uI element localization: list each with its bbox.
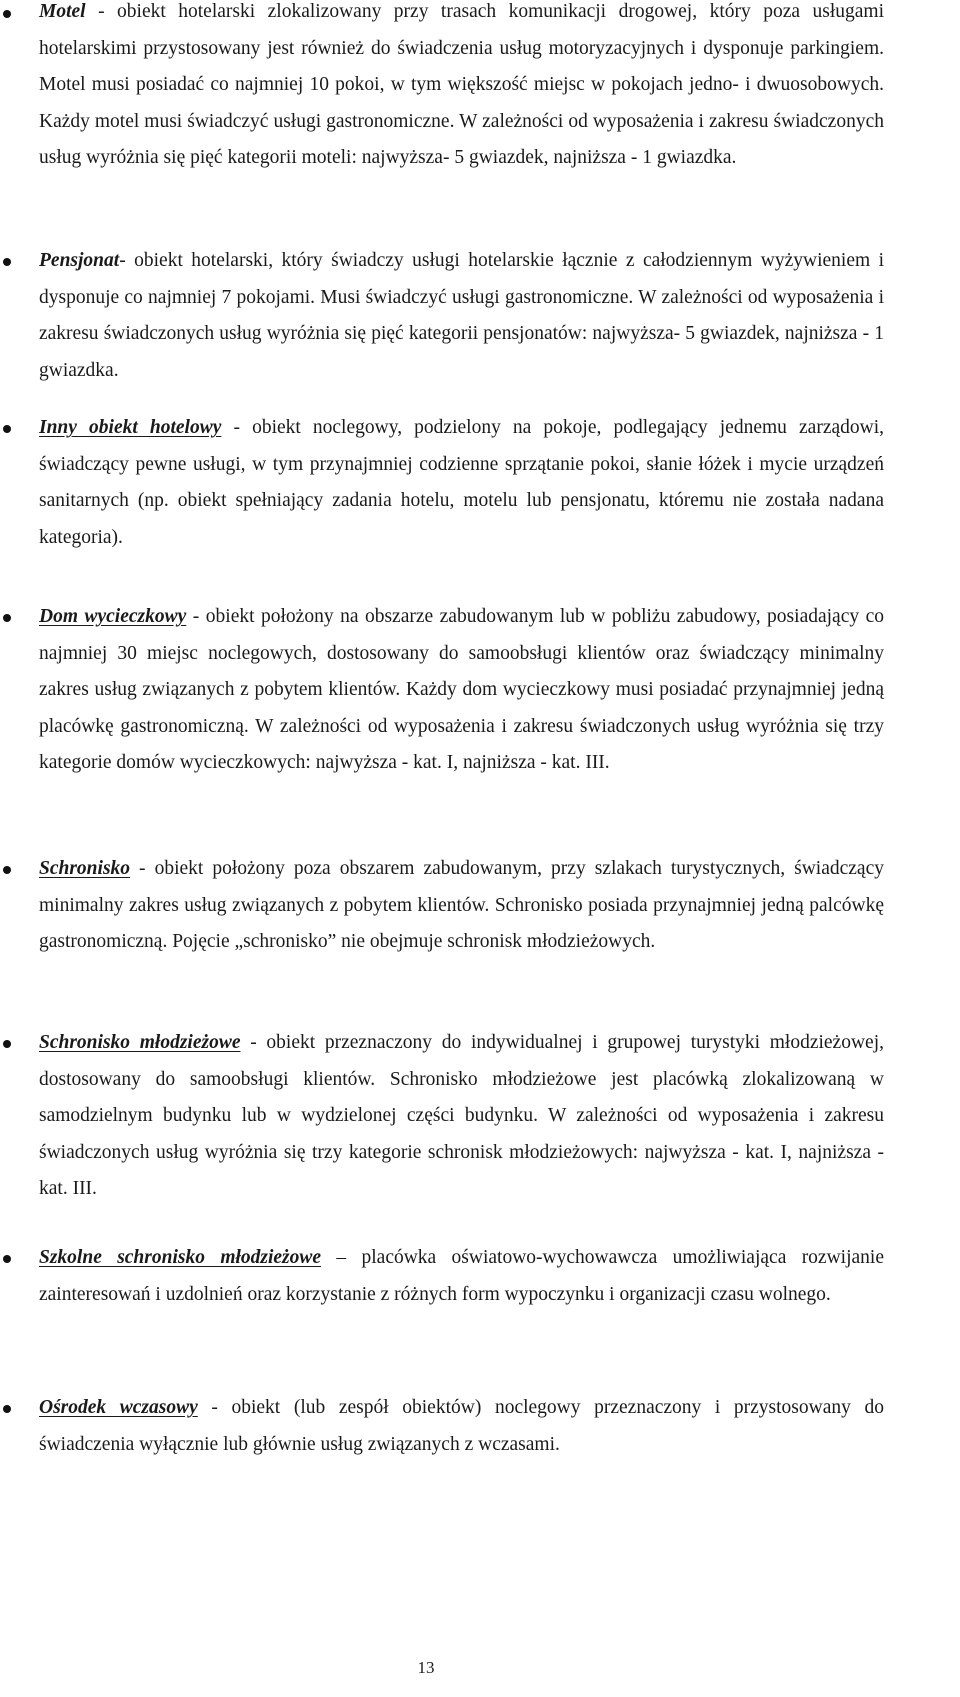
definition-text (39, 410, 884, 556)
definition-body: - obiekt położony poza obszarem zabudowanym, przy szlakach turystycznych, świadczący minimalny zakres usług związanych z pobytem klientów. Schronisko posiada przynajmniej jedną palcówkę gastronomiczną. Pojęcie „schronisko” nie obejmuje schronisk młodzieżowych. (39, 858, 884, 952)
bullet-icon (3, 1405, 11, 1413)
definition-text (39, 0, 884, 177)
definition-term: Pensjonat (39, 250, 120, 271)
definition-body: - obiekt hotelarski, który świadczy usługi hotelarskie łącznie z całodziennym wyżywieniem i dysponuje co najmniej 7 pokojami. Musi świadczyć usługi gastronomiczne. W zależności od wyposażenia i zakresu świadczonych usług wyróżnia się pięć kategorii pensjonatów: najwyższa- 5 gwiazdek, najniższa - 1 gwiazdka. (39, 250, 884, 381)
bullet-icon (3, 258, 11, 266)
definition-term: Dom wycieczkowy (39, 606, 187, 627)
definition-term: Motel (39, 1, 86, 22)
definition-body: - obiekt (lub zespół obiektów) noclegowy przeznaczony i przystosowany do świadczenia wyłącznie lub głównie usług związanych z wczasami. (39, 1397, 884, 1455)
definition-body: - obiekt hotelarski zlokalizowany przy trasach komunikacji drogowej, który poza usługami hotelarskimi przystosowany jest również do świadczenia usług motoryzacyjnych i dysponuje parkingiem. Motel musi posiadać co najmniej 10 pokoi, w tym większość miejsc w pokojach jedno- i dwuosobowych. Każdy motel musi świadczyć usługi gastronomiczne. W zależności od wyposażenia i zakresu świadczonych usług wyróżnia się pięć kategorii moteli: najwyższa- 5 gwiazdek, najniższa - 1 gwiazdka. (39, 1, 884, 168)
bullet-icon (3, 10, 11, 18)
definition-term: Inny obiekt hotelowy (39, 417, 222, 438)
bullet-icon (3, 1040, 11, 1048)
definition-body: - obiekt przeznaczony do indywidualnej i grupowej turystyki młodzieżowej, dostosowany do samoobsługi klientów. Schronisko młodzieżowe jest placówką zlokalizowaną w samodzielnym budynku lub w wydzielonej części budynku. W zależności od wyposażenia i zakresu świadczonych usług wyróżnia się trzy kategorie schronisk młodzieżowych: najwyższa - kat. I, najniższa - kat. III. (39, 1032, 884, 1199)
definition-text (39, 1240, 884, 1313)
definition-text (39, 243, 884, 389)
definition-term: Schronisko (39, 858, 131, 879)
definition-body: - obiekt położony na obszarze zabudowanym lub w pobliżu zabudowy, posiadający co najmniej 30 miejsc noclegowych, dostosowany do samoobsługi klientów oraz świadczący minimalny zakres usług związanych z pobytem klientów. Każdy dom wycieczkowy musi posiadać przynajmniej jedną placówkę gastronomiczną. W zależności od wyposażenia i zakresu świadczonych usług wyróżnia się trzy kategorie domów wycieczkowych: najwyższa - kat. I, najniższa - kat. III. (39, 606, 885, 773)
bullet-icon (3, 1255, 11, 1263)
definition-text (39, 851, 884, 961)
definition-body: – placówka oświatowo-wychowawcza umożliwiająca rozwijanie zainteresowań i uzdolnień oraz korzystanie z różnych form wypoczynku i organizacji czasu wolnego. (39, 1247, 884, 1305)
definition-term: Ośrodek wczasowy (39, 1397, 198, 1418)
definition-text (39, 599, 884, 782)
definition-text (39, 1390, 884, 1463)
bullet-icon (3, 866, 11, 874)
page-number: 13 (417, 1658, 435, 1677)
bullet-icon (3, 614, 11, 622)
definition-body: - obiekt noclegowy, podzielony na pokoje, podlegający jednemu zarządowi, świadczący pewne usługi, w tym przynajmniej codzienne sprzątanie pokoi, słanie łóżek i mycie urządzeń sanitarnych (np. obiekt spełniający zadania hotelu, motelu lub pensjonatu, któremu nie została nadana kategoria). (39, 417, 884, 548)
definition-text (39, 1025, 884, 1208)
bullet-icon (3, 425, 11, 433)
definition-term: Schronisko młodzieżowe (39, 1032, 241, 1053)
definition-term: Szkolne schronisko młodzieżowe (39, 1247, 322, 1268)
